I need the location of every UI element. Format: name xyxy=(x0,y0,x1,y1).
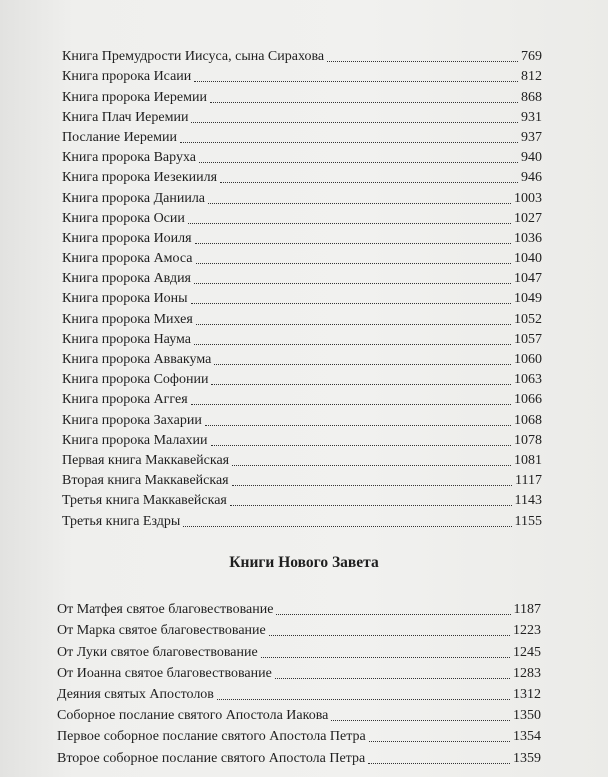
toc-entry-title: Книга пророка Михея xyxy=(62,311,193,327)
dot-leader xyxy=(210,102,518,103)
toc-entry xyxy=(62,127,542,147)
toc-entry-page: 1036 xyxy=(514,230,542,246)
toc-entry-title: Книга пророка Исаии xyxy=(62,69,192,85)
toc-entry-title: Книга пророка Малахии xyxy=(62,432,208,448)
toc-entry xyxy=(57,619,541,640)
toc-entry-title: Первая книга Маккавейская xyxy=(62,452,230,468)
toc-entry xyxy=(62,389,542,409)
dot-leader xyxy=(220,182,518,183)
dot-leader xyxy=(327,61,518,62)
dot-leader xyxy=(194,344,511,345)
toc-entry-title: Второе соборное послание святого Апостола Петра xyxy=(57,750,366,766)
new-testament-toc xyxy=(57,598,541,768)
toc-entry xyxy=(57,704,541,725)
toc-entry-page: 1066 xyxy=(514,392,542,408)
dot-leader xyxy=(368,763,510,764)
toc-entry-page: 1117 xyxy=(515,473,542,489)
toc-entry xyxy=(62,450,542,470)
toc-entry-title: Книга пророка Амоса xyxy=(62,251,193,267)
toc-entry xyxy=(62,147,542,167)
dot-leader xyxy=(232,465,511,466)
toc-entry-page: 946 xyxy=(521,170,542,186)
toc-entry-page: 1143 xyxy=(514,493,542,509)
toc-entry-title: Книга пророка Варуха xyxy=(62,150,196,166)
toc-entry xyxy=(62,430,542,450)
toc-entry-page: 1187 xyxy=(513,602,541,618)
toc-entry-page: 1350 xyxy=(513,708,541,724)
toc-entry-title: Книга пророка Аггея xyxy=(62,392,188,408)
toc-entry-page: 1047 xyxy=(514,271,542,287)
toc-entry-page: 769 xyxy=(521,49,542,65)
toc-entry xyxy=(57,662,541,683)
toc-entry xyxy=(62,490,542,510)
toc-entry-page: 1003 xyxy=(514,190,542,206)
dot-leader xyxy=(191,404,511,405)
toc-entry-title: Книга пророка Авдия xyxy=(62,271,192,287)
toc-entry xyxy=(62,248,542,268)
toc-entry xyxy=(62,86,542,106)
toc-entry-title: Первое соборное послание святого Апостола Петра xyxy=(57,729,366,745)
toc-entry xyxy=(57,746,541,767)
toc-entry-title: Книга пророка Иоиля xyxy=(62,230,192,246)
old-testament-toc xyxy=(62,46,542,531)
dot-leader xyxy=(191,122,518,123)
dot-leader xyxy=(188,223,511,224)
toc-entry xyxy=(62,510,542,530)
toc-entry-page: 868 xyxy=(521,89,542,105)
toc-entry xyxy=(62,349,542,369)
toc-entry-title: Третья книга Ездры xyxy=(62,513,181,529)
toc-entry xyxy=(57,598,541,619)
toc-entry xyxy=(62,228,542,248)
dot-leader xyxy=(183,526,511,527)
toc-entry-page: 940 xyxy=(521,150,542,166)
dot-leader xyxy=(191,303,511,304)
toc-entry xyxy=(62,167,542,187)
toc-entry xyxy=(62,329,542,349)
toc-entry-page: 1057 xyxy=(514,331,542,347)
dot-leader xyxy=(369,741,510,742)
toc-entry-title: От Иоанна святое благовествование xyxy=(57,665,272,681)
toc-entry-title: Книга пророка Софонии xyxy=(62,372,209,388)
toc-entry-page: 1283 xyxy=(513,665,541,681)
toc-entry xyxy=(57,640,541,661)
toc-entry xyxy=(62,369,542,389)
toc-entry-page: 812 xyxy=(521,69,542,85)
toc-entry-page: 1078 xyxy=(514,432,542,448)
toc-entry xyxy=(62,208,542,228)
dot-leader xyxy=(199,162,518,163)
toc-entry-page: 1354 xyxy=(513,729,541,745)
dot-leader xyxy=(217,699,510,700)
toc-entry-page: 1052 xyxy=(514,311,542,327)
toc-entry xyxy=(62,46,542,66)
toc-entry-title: От Марка святое благовествование xyxy=(57,623,266,639)
toc-entry xyxy=(62,409,542,429)
toc-entry-title: Книга пророка Ионы xyxy=(62,291,188,307)
toc-entry xyxy=(57,725,541,746)
toc-entry-page: 1068 xyxy=(514,412,542,428)
toc-entry-title: Книга пророка Осии xyxy=(62,210,185,226)
toc-entry-title: Книга пророка Аввакума xyxy=(62,352,212,367)
dot-leader xyxy=(196,263,512,264)
toc-entry-title: Послание Иеремии xyxy=(62,129,177,145)
toc-entry-page: 931 xyxy=(521,109,542,125)
toc-entry-title: Соборное послание святого Апостола Иакова xyxy=(57,708,329,724)
toc-entry-page: 1312 xyxy=(513,686,541,702)
toc-entry xyxy=(62,288,542,308)
dot-leader xyxy=(196,324,511,325)
dot-leader xyxy=(205,425,511,426)
toc-entry xyxy=(62,66,542,86)
dot-leader xyxy=(232,485,512,486)
toc-entry-title: Третья книга Маккавейская xyxy=(62,493,227,509)
toc-entry xyxy=(62,470,542,490)
dot-leader xyxy=(211,445,511,446)
toc-entry-title: Деяния святых Апостолов xyxy=(57,686,214,702)
dot-leader xyxy=(195,243,511,244)
toc-entry-page: 1359 xyxy=(513,750,541,766)
toc-entry-title: От Луки святое благовествование xyxy=(57,644,258,660)
dot-leader xyxy=(261,657,510,658)
dot-leader xyxy=(194,81,518,82)
dot-leader xyxy=(331,720,510,721)
toc-entry-title: Книга пророка Иеремии xyxy=(62,89,207,105)
dot-leader xyxy=(276,614,510,615)
toc-entry-page: 1245 xyxy=(513,644,541,660)
dot-leader xyxy=(275,678,510,679)
new-testament-heading: Книги Нового Завета xyxy=(229,554,379,571)
toc-entry-page: 1063 xyxy=(514,372,542,388)
toc-entry-page: 1060 xyxy=(514,352,542,367)
dot-leader xyxy=(211,384,511,385)
dot-leader xyxy=(194,283,511,284)
toc-entry-title: Книга пророка Иезекииля xyxy=(62,170,218,186)
toc-entry-title: Книга Плач Иеремии xyxy=(62,109,189,125)
toc-entry-page: 1081 xyxy=(514,452,542,468)
dot-leader xyxy=(230,505,512,506)
toc-entry xyxy=(62,268,542,288)
toc-entry-page: 1155 xyxy=(514,513,542,529)
toc-entry-title: Книга пророка Наума xyxy=(62,331,191,347)
dot-leader xyxy=(269,635,510,636)
toc-entry xyxy=(57,683,541,704)
toc-entry-page: 1223 xyxy=(513,623,541,639)
toc-entry xyxy=(62,187,542,207)
toc-entry xyxy=(62,107,542,127)
toc-entry-page: 1027 xyxy=(514,210,542,226)
toc-entry-title: Книга Премудрости Иисуса, сына Сирахова xyxy=(62,49,325,65)
toc-entry xyxy=(62,308,542,328)
toc-entry-page: 1040 xyxy=(514,251,542,267)
dot-leader xyxy=(208,203,511,204)
toc-entry-title: Книга пророка Даниила xyxy=(62,190,206,206)
toc-entry-title: Книга пророка Захарии xyxy=(62,412,202,428)
toc-entry-page: 937 xyxy=(521,129,542,145)
toc-entry-title: Вторая книга Маккавейская xyxy=(62,473,229,489)
dot-leader xyxy=(180,142,518,143)
toc-entry-title: От Матфея святое благовествование xyxy=(57,602,274,618)
dot-leader xyxy=(214,364,511,365)
toc-entry-page: 1049 xyxy=(514,291,542,307)
